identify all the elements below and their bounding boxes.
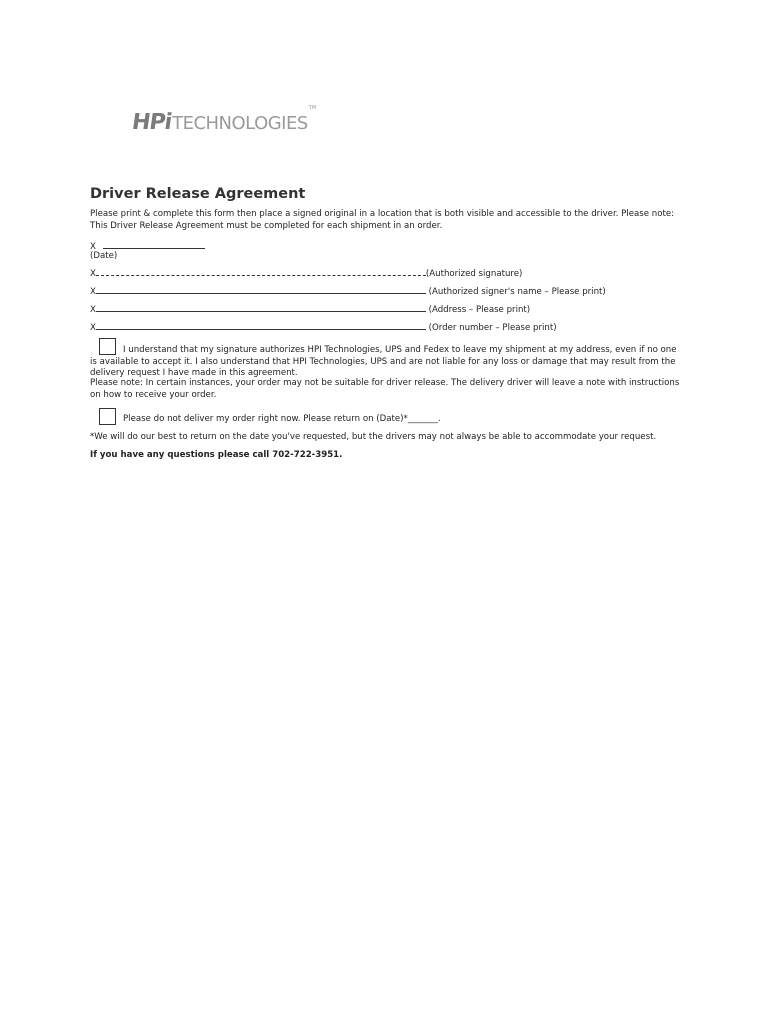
signer-name-line[interactable] (90, 285, 606, 298)
signature-underline[interactable] (96, 267, 426, 276)
address-underline[interactable] (96, 303, 426, 312)
date-label-row (90, 251, 117, 262)
date-label: (Date) (90, 251, 118, 261)
date-underline[interactable] (103, 240, 205, 249)
address-x-mark: X (90, 305, 96, 315)
address-label: (Address – Please print) (428, 305, 531, 315)
suitability-note: Please note: In certain instances, your order may not be suitable for driver release. The delivery driver will leave a note with instructions on how to receive your order. (90, 378, 680, 400)
signer-name-label: (Authorized signer's name – Please print) (428, 287, 606, 297)
do-not-deliver-checkbox[interactable] (99, 408, 116, 425)
order-number-label: (Order number – Please print) (428, 323, 557, 333)
logo-hpi-text: HPi (130, 110, 173, 135)
logo-technologies-text: TECHNOLOGIES (172, 113, 308, 134)
return-date-statement: Please do not deliver my order right now. Please return on (Date)*_______. (123, 414, 441, 424)
order-number-line[interactable] (90, 321, 557, 334)
signature-label: (Authorized signature) (425, 269, 523, 279)
contact-phone-note: If you have any questions please call 702-722-3951. (90, 450, 343, 460)
signature-x-mark: X (90, 269, 96, 279)
signer-name-x-mark: X (90, 287, 96, 297)
signature-line[interactable] (90, 267, 522, 280)
form-intro: Please print & complete this form then place a signed original in a location that is both visible and accessible to the driver. Please note: This Driver Release Agreement must be completed for each shipment in an order. (90, 209, 675, 231)
signer-name-underline[interactable] (96, 285, 426, 294)
best-effort-note: *We will do our best to return on the date you've requested, but the drivers may not always be able to accommodate your request. (90, 432, 657, 442)
logo-trademark: TM (308, 105, 317, 111)
hpi-technologies-logo (132, 103, 316, 135)
address-line[interactable] (90, 303, 530, 316)
date-x-mark: X (90, 242, 96, 252)
order-number-x-mark: X (90, 323, 96, 333)
authorization-statement: I understand that my signature authorizes HPI Technologies, UPS and Fedex to leave my shipment at my address, even if no one is available to accept it. I also understand that HPI Technologies, UPS and are not liable for any loss or damage that may result from the delivery request I have made in this agreement. (90, 345, 677, 378)
order-number-underline[interactable] (96, 321, 426, 330)
form-title: Driver Release Agreement (90, 186, 306, 202)
